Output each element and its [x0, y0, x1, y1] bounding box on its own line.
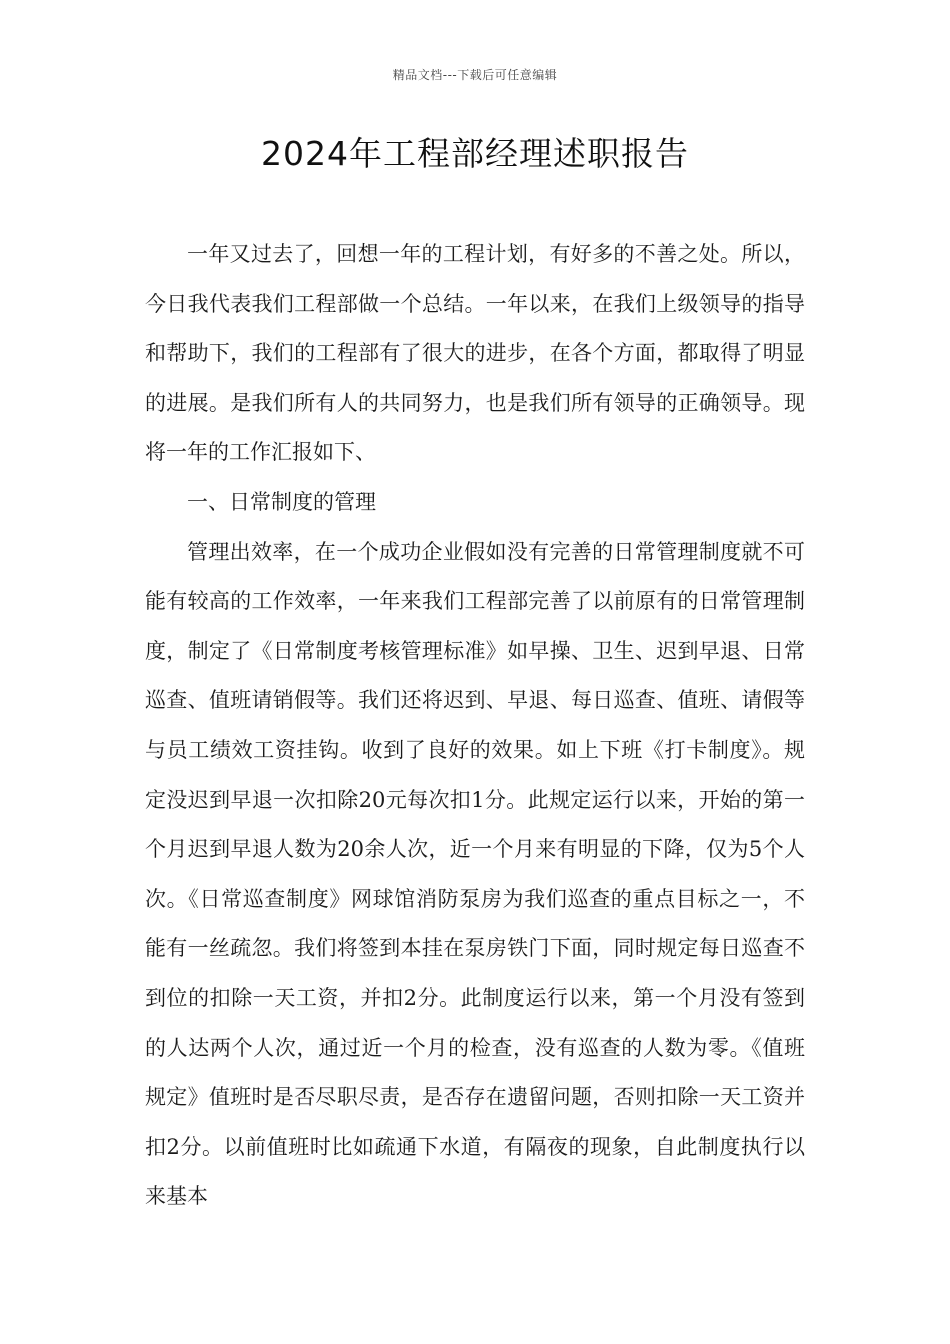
document-body [145, 230, 805, 1222]
paragraph-daily-management: 管理出效率，在一个成功企业假如没有完善的日常管理制度就不可能有较高的工作效率，一年来我们工程部完善了以前原有的日常管理制度，制定了《日常制度考核管理标准》如早操、卫生、迟到早退、日常巡查、值班请销假等。我们还将迟到、早退、每日巡查、值班、请假等与员工绩效工资挂钩。收到了良好的效果。如上下班《打卡制度》。规定没迟到早退一次扣除20元每次扣1分。此规定运行以来，开始的第一个月迟到早退人数为20余人次，近一个月来有明显的下降，仅为5个人次。《日常巡查制度》网球馆消防泵房为我们巡查的重点目标之一，不能有一丝疏忽。我们将签到本挂在泵房铁门下面，同时规定每日巡查不到位的扣除一天工资，并扣2分。此制度运行以来，第一个月没有签到的人达两个人次，通过近一个月的检查，没有巡查的人数为零。《值班规定》值班时是否尽职尽责，是否存在遗留问题，否则扣除一天工资并扣2分。以前值班时比如疏通下水道，有隔夜的现象，自此制度执行以来基本 [145, 539, 805, 1209]
header-note: 精品文档---下载后可任意编辑 [392, 68, 558, 82]
paragraph-intro: 一年又过去了，回想一年的工程计划，有好多的不善之处。所以，今日我代表我们工程部做一个总结。一年以来，在我们上级领导的指导和帮助下，我们的工程部有了很大的进步，在各个方面，都取得了明显的进展。是我们所有人的共同努力，也是我们所有领导的正确领导。现将一年的工作汇报如下、 [145, 242, 805, 465]
section-heading-1: 一、日常制度的管理 [187, 489, 376, 514]
document-title: 2024年工程部经理述职报告 [261, 134, 689, 173]
